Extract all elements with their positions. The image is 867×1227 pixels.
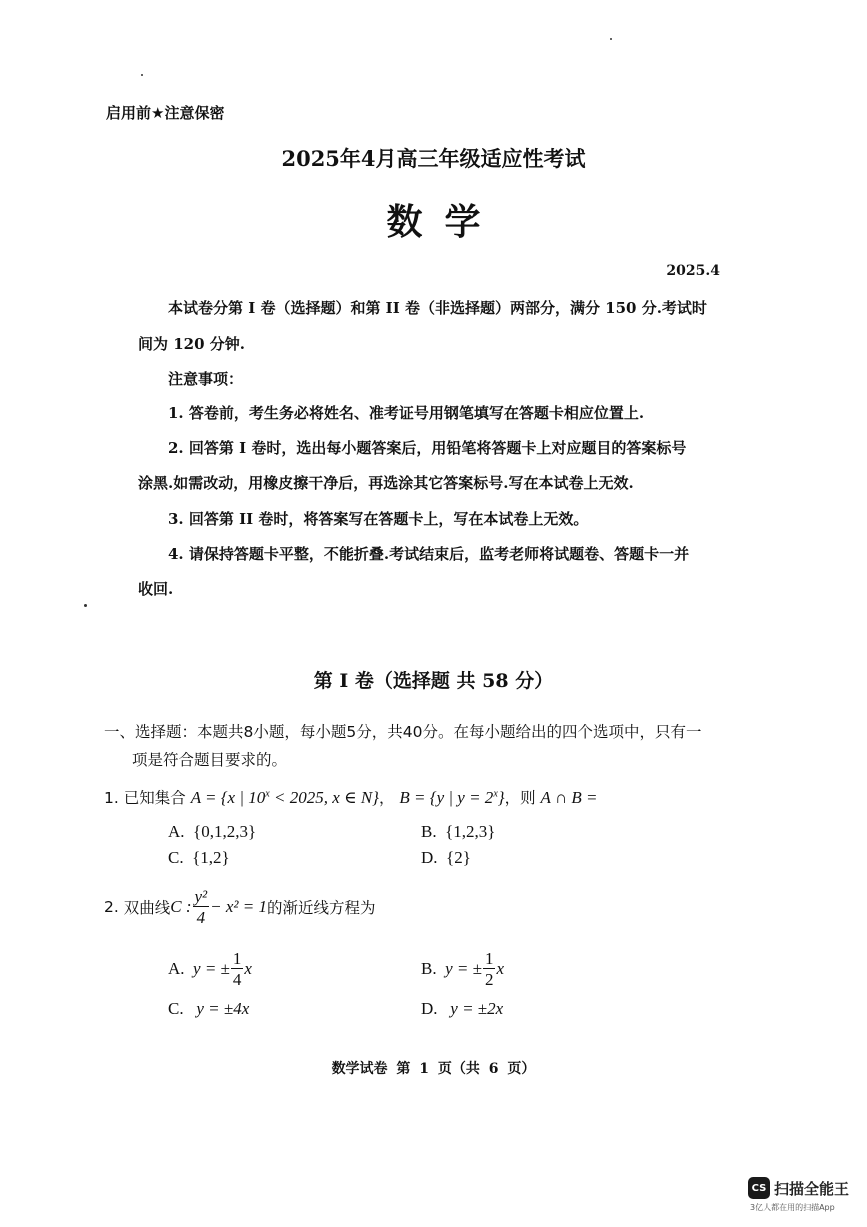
notes-title: 注意事项： [168,370,244,388]
note-item-2-line-2: 涂黑.如需改动，用橡皮擦干净后，再选涂其它答案标号.写在本试卷上无效. [138,474,634,492]
set-a-rest: < 2025, x ∈ N} [269,788,379,807]
fraction-denominator: 4 [232,970,242,989]
set-b-exponent: x [493,788,498,800]
part-intro-line-2: 项是符合题目要求的。 [132,751,288,769]
scanner-app-name: 扫描全能王 [774,1180,850,1198]
stem-suffix: 的渐近线方程为 [267,899,376,917]
section-title: 第 I 卷（选择题 共 58 分） [313,670,554,692]
option-label: B. [421,822,437,841]
option-prefix: y = ± [445,959,482,978]
scanner-slogan: 3亿人都在用的扫描App [750,1203,835,1212]
option-text: {1,2,3} [445,822,496,841]
set-b-rest: } [497,788,505,807]
option-label: B. [421,959,437,978]
page-footer: 数学试卷 第 1 页（共 6 页） [331,1061,536,1077]
note-item-4-line-2: 收回. [138,580,174,598]
option-fraction [483,950,496,988]
option-label: C. [168,848,184,867]
option-suffix: x [244,959,252,978]
option-a [168,822,256,842]
camscanner-logo-icon: CS [748,1177,770,1199]
fraction-numerator: 1 [232,949,242,968]
option-text: {2} [446,848,471,867]
option-label: D. [421,999,438,1018]
set-a [191,788,379,807]
question-number: 2. [104,898,119,916]
set-b-text: B = {y | y = 2 [399,788,494,807]
note-item-1: 1. 答卷前，考生务必将姓名、准考证号用钢笔填写在答题卡相应位置上. [168,404,645,422]
option-label: A. [168,822,185,841]
fraction-numerator: y² [194,887,208,906]
exam-title: 2025年4月高三年级适应性考试 [281,146,586,171]
separator: ， [378,789,395,807]
question-1-stem [104,786,598,808]
option-label: D. [421,848,438,867]
option-c [168,848,230,868]
set-a-exponent: x [265,788,270,800]
fraction [193,888,210,926]
option-b [421,950,504,988]
equation-rest: − x² = 1 [210,897,267,916]
note-item-2-line-1: 2. 回答第 I 卷时，选出每小题答案后，用铅笔将答题卡上对应题目的答案标号 [168,439,687,457]
stem-prefix: 双曲线 [123,899,171,917]
scan-speck [610,38,612,40]
fraction-denominator: 2 [484,970,494,989]
fraction-numerator: 1 [484,949,494,968]
option-text: {0,1,2,3} [193,822,257,841]
option-prefix: y = ± [193,959,230,978]
stem-prefix: 已知集合 [123,789,186,807]
fraction-denominator: 4 [196,908,206,927]
instructions-intro-line-2: 间为 120 分钟. [138,335,245,353]
option-c [168,999,249,1019]
stem-suffix: ，则 [504,789,536,807]
option-text: y = ±4x [196,999,250,1018]
question-ask: A ∩ B = [540,788,598,807]
option-label: A. [168,959,185,978]
scan-speck [84,604,87,607]
curve-name: C : [170,897,192,916]
set-b [399,788,504,807]
question-number: 1. [104,789,119,807]
exam-date: 2025.4 [666,263,720,279]
option-suffix: x [496,959,504,978]
instructions-intro-line-1: 本试卷分第 I 卷（选择题）和第 II 卷（非选择题）两部分，满分 150 分.考试时 [168,299,707,317]
option-d [421,848,471,868]
note-item-4-line-1: 4. 请保持答题卡平整，不能折叠.考试结束后，监考老师将试题卷、答题卡一并 [168,545,690,563]
option-b [421,822,495,842]
subject-title: 数学 [386,201,503,243]
option-fraction [231,950,244,988]
confidential-label: 启用前★注意保密 [106,104,225,122]
option-text: y = ±2x [450,999,504,1018]
option-d [421,999,503,1019]
option-text: {1,2} [192,848,230,867]
part-intro-line-1: 一、选择题：本题共8小题，每小题5分，共40分。在每小题给出的四个选项中，只有一 [104,723,702,741]
set-a-text: A = {x | 10 [190,788,266,807]
option-a [168,950,252,988]
option-label: C. [168,999,184,1018]
question-2-stem [104,888,376,926]
scan-speck [141,74,143,76]
note-item-3: 3. 回答第 II 卷时，将答案写在答题卡上，写在本试卷上无效。 [168,510,589,528]
